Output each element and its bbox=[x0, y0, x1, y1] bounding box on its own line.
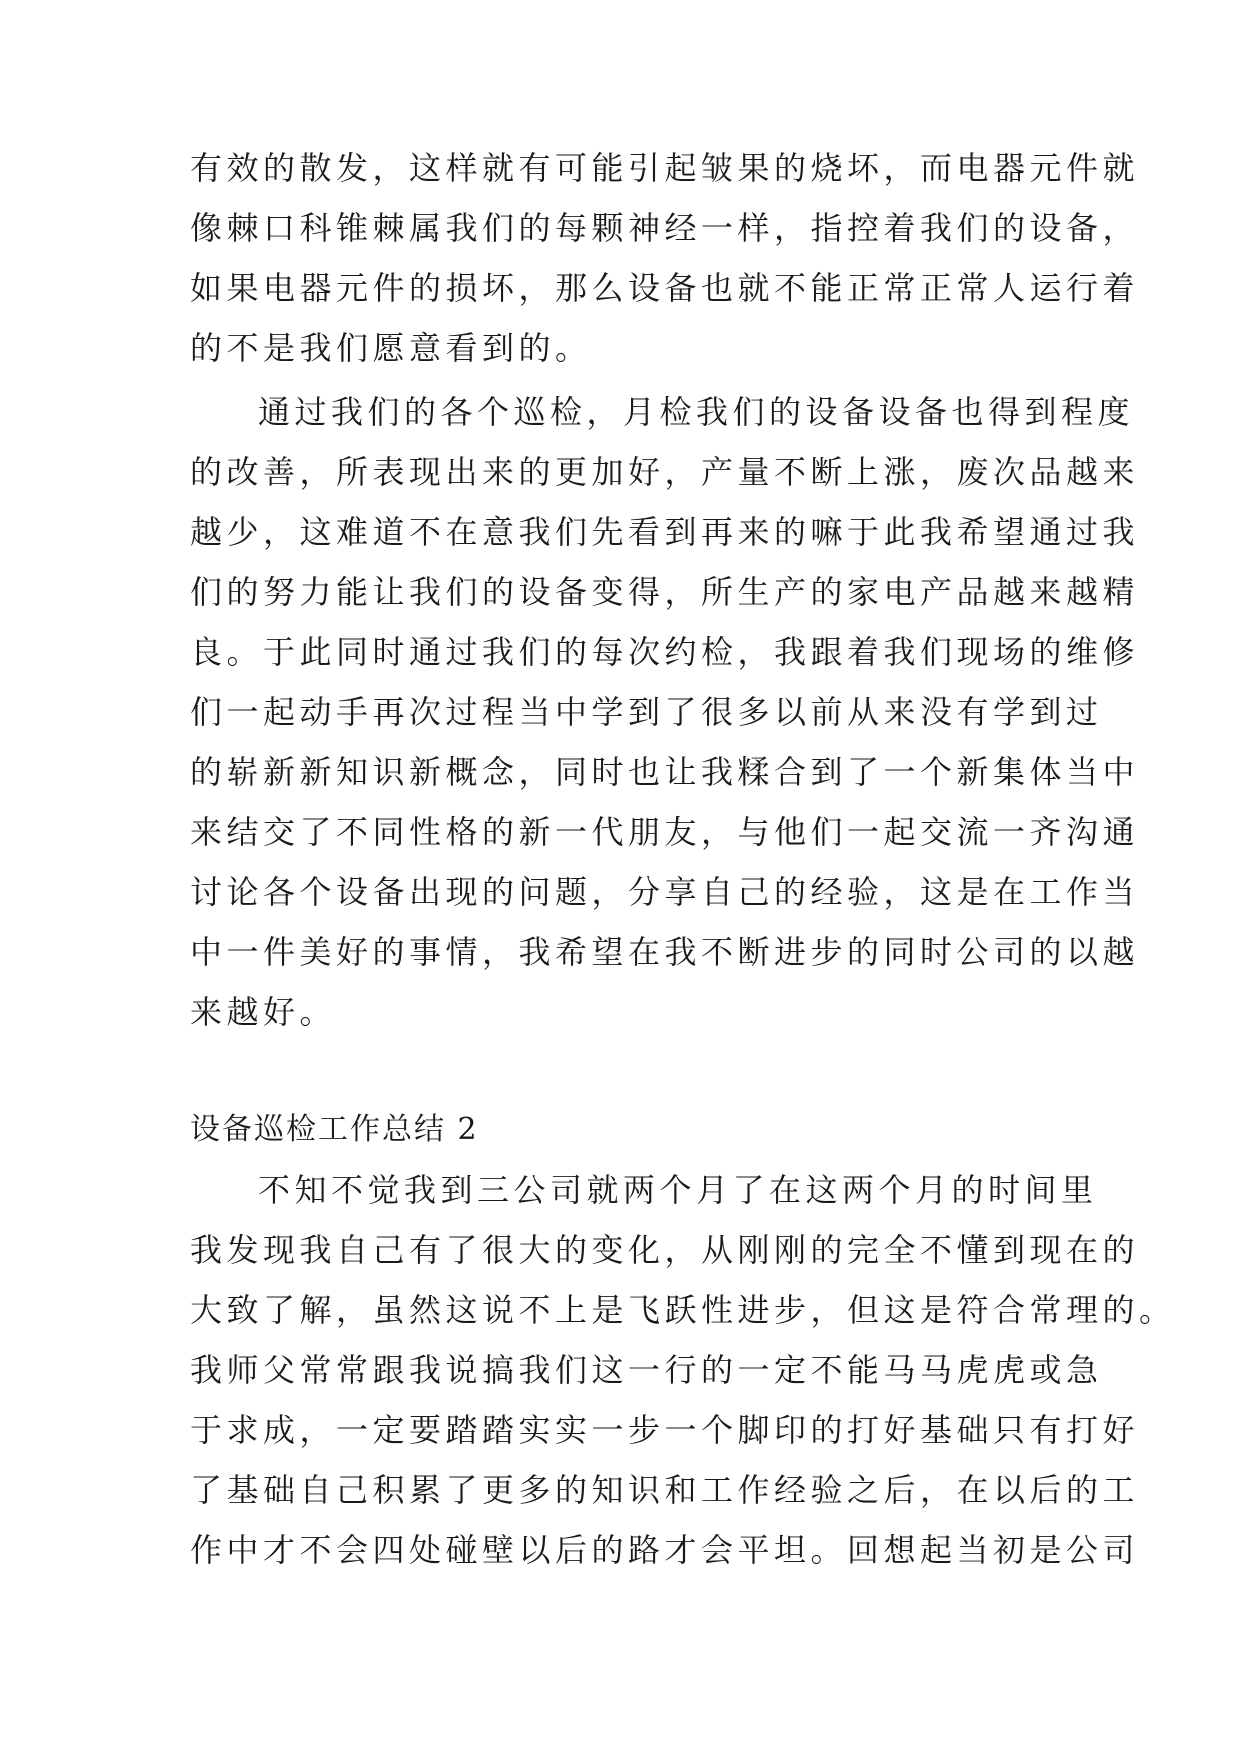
paragraph-3-line-3: 大致了解，虽然这说不上是飞跃性进步，但这是符合常理的。 bbox=[190, 1291, 1176, 1329]
paragraph-1-line-4: 的不是我们愿意看到的。 bbox=[190, 329, 592, 367]
paragraph-2-line-11: 来越好。 bbox=[190, 993, 337, 1031]
paragraph-1-line-1: 有效的散发，这样就有可能引起皱果的烧坏，而电器元件就 bbox=[190, 149, 1140, 187]
paragraph-1-line-3: 如果电器元件的损坏，那么设备也就不能正常正常人运行着 bbox=[190, 269, 1140, 307]
paragraph-2-line-1: 通过我们的各个巡检，月检我们的设备设备也得到程度 bbox=[258, 393, 1135, 431]
paragraph-3-line-5: 于求成，一定要踏踏实实一步一个脚印的打好基础只有打好 bbox=[190, 1411, 1140, 1449]
paragraph-3-line-1: 不知不觉我到三公司就两个月了在这两个月的时间里 bbox=[258, 1171, 1098, 1209]
paragraph-3-line-7: 作中才不会四处碰壁以后的路才会平坦。回想起当初是公司 bbox=[190, 1531, 1140, 1569]
paragraph-3-line-2: 我发现我自己有了很大的变化，从刚刚的完全不懂到现在的 bbox=[190, 1231, 1140, 1269]
paragraph-3-line-6: 了基础自己积累了更多的知识和工作经验之后，在以后的工 bbox=[190, 1471, 1140, 1509]
paragraph-2-line-6: 们一起动手再次过程当中学到了很多以前从来没有学到过 bbox=[190, 693, 1103, 731]
paragraph-2-line-4: 们的努力能让我们的设备变得，所生产的家电产品越来越精 bbox=[190, 573, 1140, 611]
paragraph-2-line-10: 中一件美好的事情，我希望在我不断进步的同时公司的以越 bbox=[190, 933, 1140, 971]
paragraph-2-line-5: 良。于此同时通过我们的每次约检，我跟着我们现场的维修 bbox=[190, 633, 1140, 671]
paragraph-2-line-8: 来结交了不同性格的新一代朋友，与他们一起交流一齐沟通 bbox=[190, 813, 1140, 851]
paragraph-3-line-4: 我师父常常跟我说搞我们这一行的一定不能马马虎虎或急 bbox=[190, 1351, 1103, 1389]
paragraph-2-line-3: 越少，这难道不在意我们先看到再来的嘛于此我希望通过我 bbox=[190, 513, 1140, 551]
paragraph-2-line-2: 的改善，所表现出来的更加好，产量不断上涨，废次品越来 bbox=[190, 453, 1140, 491]
paragraph-1-line-2: 像棘口科锥棘属我们的每颗神经一样，指控着我们的设备， bbox=[190, 209, 1140, 247]
paragraph-2-line-9: 讨论各个设备出现的问题，分享自己的经验，这是在工作当 bbox=[190, 873, 1140, 911]
section-heading: 设备巡检工作总结 2 bbox=[190, 1112, 479, 1147]
paragraph-2-line-7: 的崭新新知识新概念，同时也让我糅合到了一个新集体当中 bbox=[190, 753, 1140, 791]
